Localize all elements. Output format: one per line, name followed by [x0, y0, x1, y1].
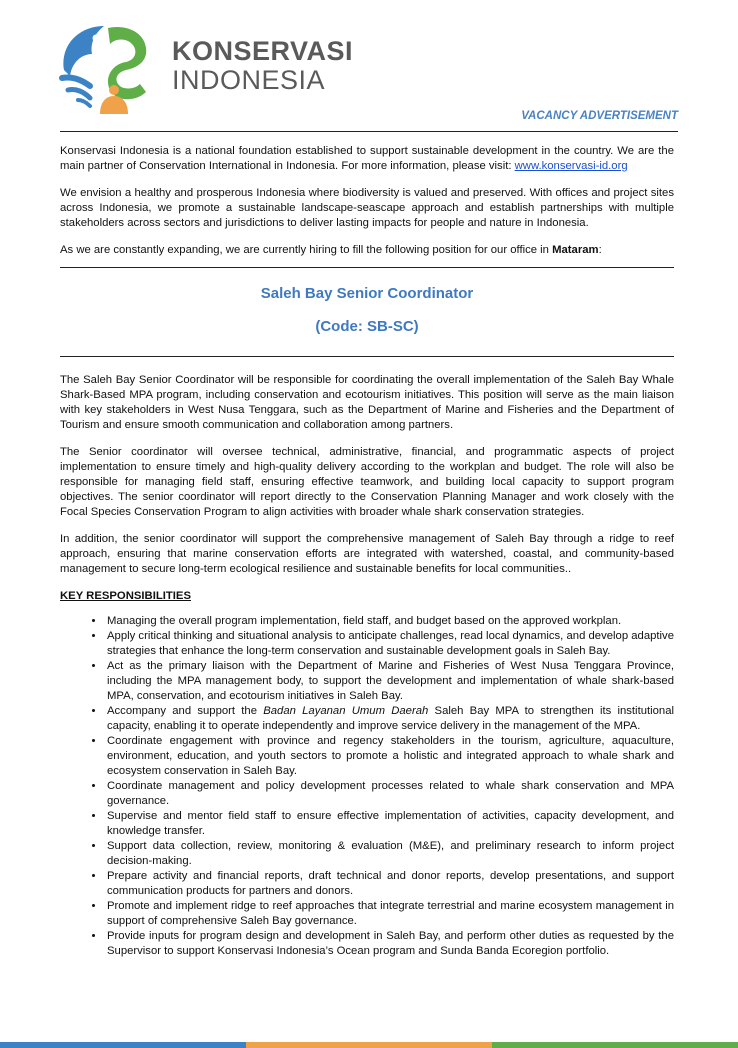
intro-text-3: As we are constantly expanding, we are currently hiring to fill the following position for our office in [60, 244, 553, 256]
footer-color-bar [0, 1042, 738, 1048]
konservasi-indonesia-logo-icon [56, 18, 166, 114]
logo-line1: KONSERVASI [172, 36, 354, 66]
list-item: • Prepare activity and financial reports, draft technical and donor reports, develop presentations, and support communication products for partners and donors. [105, 869, 674, 899]
list-item: • Act as the primary liaison with the Department of Marine and Fisheries of West Nusa Tenggara Province, including the MPA management body, to support the development and implementation of whale shark-based MPA, conservation, and ecotourism initiatives in Saleh Bay. [105, 659, 674, 704]
responsibilities-list [60, 614, 674, 959]
list-item: • Apply critical thinking and situational analysis to anticipate challenges, read local dynamics, and develop adaptive strategies that enhance the long-term conservation and sustainable development goals in Saleh Bay. [105, 629, 674, 659]
footer-bar-blue [0, 1042, 246, 1048]
list-item: • Managing the overall program implementation, field staff, and budget based on the approved workplan. [105, 614, 674, 629]
intro-paragraph-2: We envision a healthy and prosperous Indonesia where biodiversity is valued and preserved. With offices and project sites across Indonesia, we promote a sustainable landscape-seascape approach and establish partnerships with multiple stakeholders across sectors and jurisdictions to deliver lasting impacts for people and nature in Indonesia. [60, 187, 674, 229]
description-paragraph-1: The Saleh Bay Senior Coordinator will be responsible for coordinating the overall implementation of the Saleh Bay Whale Shark-Based MPA program, including conservation and ecotourism initiatives. This position will serve as the main liaison with key stakeholders in West Nusa Tenggara, such as the Department of Marine and Fisheries and the Department of Tourism and ensure smooth communication and collaboration among partners. [60, 374, 674, 431]
position-title-block [60, 268, 674, 356]
vacancy-label: VACANCY ADVERTISEMENT [521, 110, 678, 122]
footer-bar-green [492, 1042, 738, 1048]
logo-line2: INDONESIA [172, 65, 326, 95]
position-code: (Code: SB-SC) [315, 318, 419, 335]
logo [56, 18, 354, 114]
intro-text-3-end: : [598, 244, 602, 256]
list-item-text: Saleh Bay MPA to strengthen its institutional capacity, enabling it to operate independently and improve service delivery in the management of the MPA. [107, 705, 674, 732]
position-title: Saleh Bay Senior Coordinator [260, 285, 474, 302]
list-item: • Coordinate management and policy development processes related to whale shark conservation and MPA governance. [105, 779, 674, 809]
header-divider [60, 131, 678, 132]
list-item: • Provide inputs for program design and development in Saleh Bay, and perform other duties as requested by the Supervisor to support Konservasi Indonesia’s Ocean program and Sunda Banda Ecoregion portfolio. [105, 929, 674, 959]
list-item: • Support data collection, review, monitoring & evaluation (M&E), and preliminary research to inform project decision-making. [105, 839, 674, 869]
title-divider-bottom [60, 356, 674, 357]
description-paragraph-2: The Senior coordinator will oversee technical, administrative, financial, and programmatic aspects of project implementation to ensure timely and high-quality delivery according to the workplan and budget. The role will also be responsible for managing field staff, ensuring effective teamwork, and building local capacity to support program objectives. The senior coordinator will report directly to the Conservation Planning Manager and work closely with the Focal Species Conservation Program to align activities with broader whale shark conservation strategies. [60, 446, 674, 518]
responsibilities-heading: KEY RESPONSIBILITIES [60, 590, 191, 602]
intro-text-1: Konservasi Indonesia is a national foundation established to support sustainable development in the country. We are the main partner of Conservation International in Indonesia. For more information, please visit: [60, 145, 674, 172]
description-paragraph-3: In addition, the senior coordinator will support the comprehensive management of Saleh Bay through a ridge to reef approach, ensuring that marine conservation efforts are integrated with watershed, coastal, and community-based management to secure long-term ecological resilience and sustainable benefits for local communities.. [60, 533, 674, 575]
list-item-italic: Badan Layanan Umum Daerah [263, 705, 429, 717]
intro-paragraph-1 [60, 144, 674, 174]
intro-paragraph-3 [60, 243, 674, 258]
footer-bar-orange [246, 1042, 492, 1048]
office-location: Mataram [552, 244, 599, 256]
list-item: • Supervise and mentor field staff to ensure effective implementation of activities, capacity development, and knowledge transfer. [105, 809, 674, 839]
list-item: • Promote and implement ridge to reef approaches that integrate terrestrial and marine ecosystem management in support of comprehensive Saleh Bay governance. [105, 899, 674, 929]
logo-wordmark [172, 38, 353, 94]
list-item [105, 704, 674, 734]
list-item: • Coordinate engagement with province and regency stakeholders in the tourism, agriculture, aquaculture, environment, education, and youth sectors to promote a holistic and integrated approach to whale shark and ecosystem conservation in Saleh Bay. [105, 734, 674, 779]
document-body [60, 144, 674, 959]
website-link[interactable]: www.konservasi-id.org [514, 160, 628, 172]
list-item-text: Accompany and support the [107, 705, 264, 717]
